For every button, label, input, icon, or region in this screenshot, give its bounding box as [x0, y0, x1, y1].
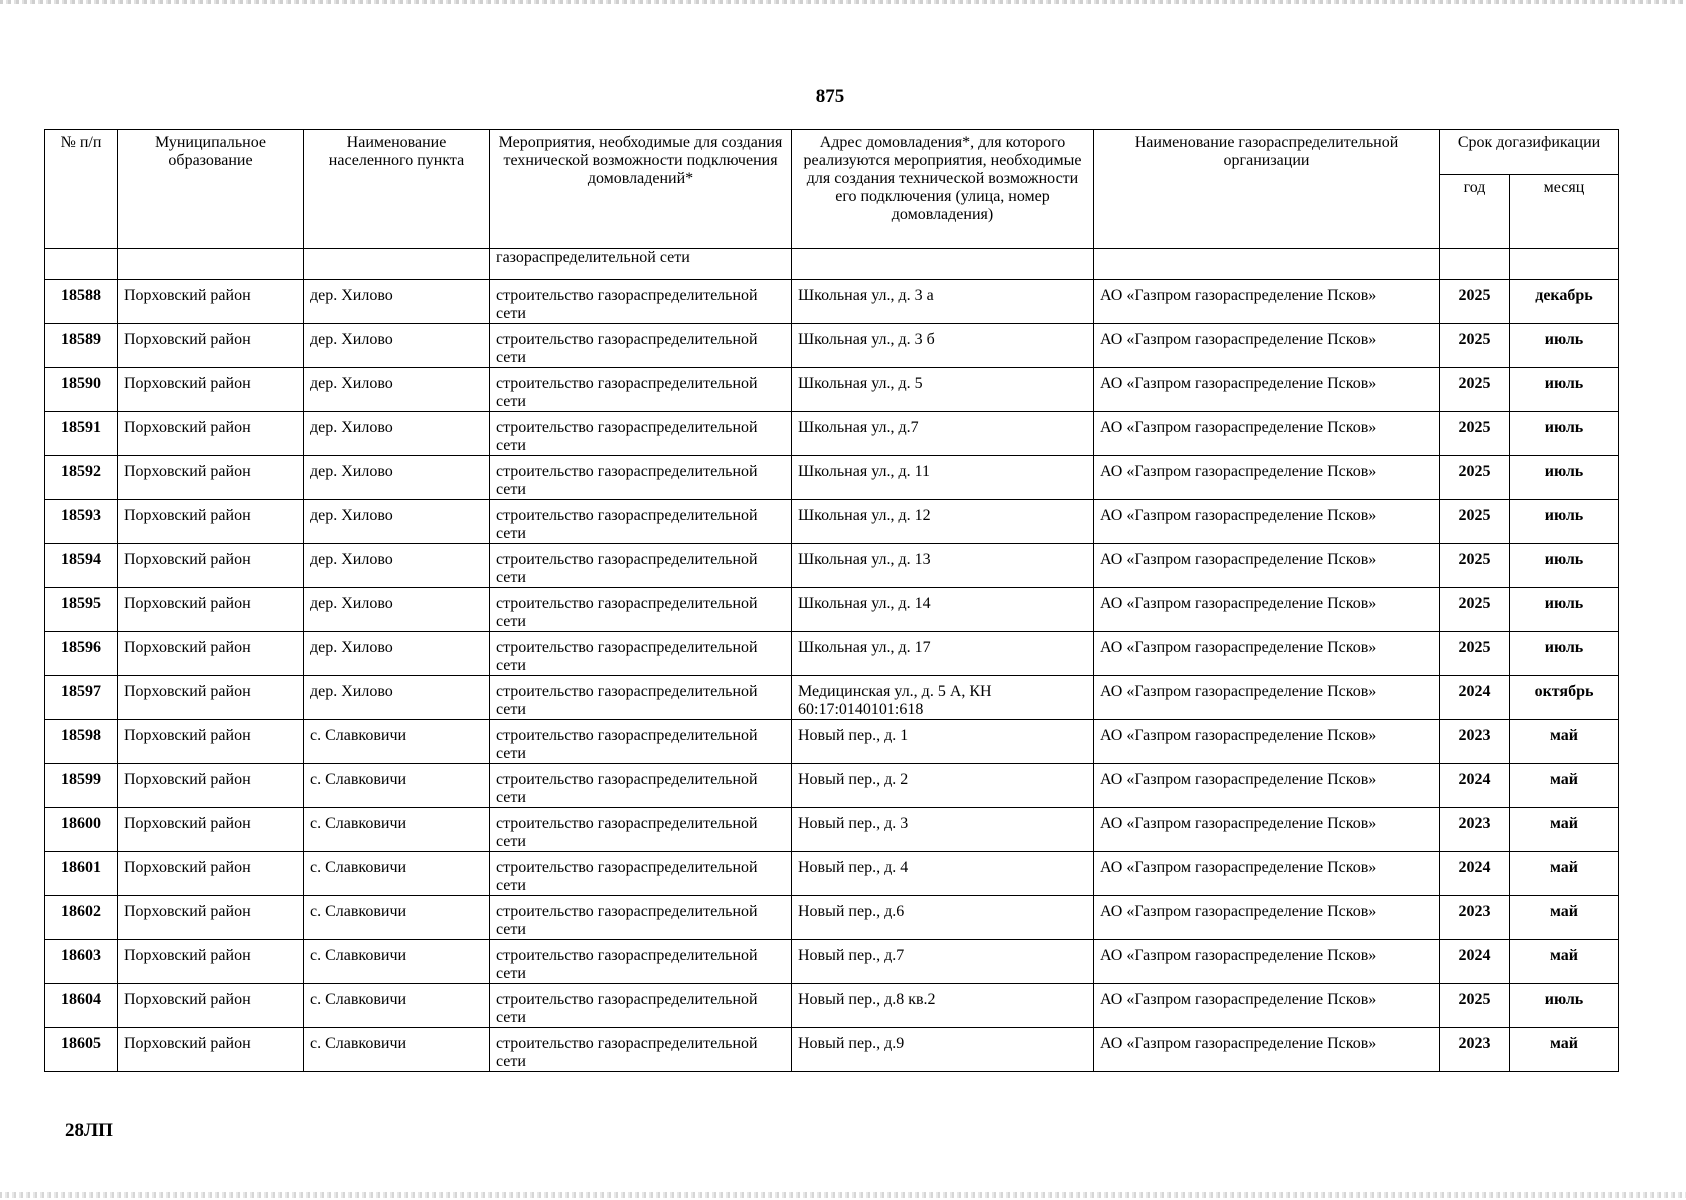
- cell-settlement: с. Славковичи: [304, 852, 490, 896]
- cell-month: июль: [1510, 500, 1619, 544]
- cell-org: АО «Газпром газораспределение Псков»: [1094, 852, 1440, 896]
- footer-code: 28ЛП: [65, 1120, 113, 1141]
- cell-year: 2025: [1440, 412, 1510, 456]
- cell-measure: газораспределительной сети: [490, 249, 792, 280]
- cell-settlement: с. Славковичи: [304, 1028, 490, 1072]
- header-measures: Мероприятия, необходимые для создания технической возможности подключения домовладений*: [490, 130, 792, 249]
- cell-address: Новый пер., д. 2: [792, 764, 1094, 808]
- cell-address: Медицинская ул., д. 5 А, КН 60:17:0140101:618: [792, 676, 1094, 720]
- cell-address: Новый пер., д.6: [792, 896, 1094, 940]
- cell-settlement: дер. Хилово: [304, 324, 490, 368]
- table-row: [45, 764, 1619, 808]
- cell-month: октябрь: [1510, 676, 1619, 720]
- cell-address: Новый пер., д.9: [792, 1028, 1094, 1072]
- cell-year: 2025: [1440, 632, 1510, 676]
- cell-settlement: дер. Хилово: [304, 676, 490, 720]
- cell-measure: строительство газораспределительной сети: [490, 456, 792, 500]
- cell-org: АО «Газпром газораспределение Псков»: [1094, 808, 1440, 852]
- cell-municipality: Порховский район: [118, 940, 304, 984]
- cell-year: 2024: [1440, 940, 1510, 984]
- cell-month: июль: [1510, 368, 1619, 412]
- cell-municipality: Порховский район: [118, 720, 304, 764]
- cell-address: Новый пер., д. 1: [792, 720, 1094, 764]
- cell-month: май: [1510, 808, 1619, 852]
- cell-year: 2024: [1440, 676, 1510, 720]
- continuation-row: [45, 249, 1619, 280]
- cell-settlement: с. Славковичи: [304, 896, 490, 940]
- cell-num: 18592: [45, 456, 118, 500]
- cell-org: АО «Газпром газораспределение Псков»: [1094, 324, 1440, 368]
- cell-org: АО «Газпром газораспределение Псков»: [1094, 456, 1440, 500]
- cell-num: 18605: [45, 1028, 118, 1072]
- cell-settlement: с. Славковичи: [304, 764, 490, 808]
- cell-address: Новый пер., д. 4: [792, 852, 1094, 896]
- header-municipality: Муниципальное образование: [118, 130, 304, 249]
- header-address: Адрес домовладения*, для которого реализуются мероприятия, необходимые для создания технической возможности его подключения (улица, номер домовладения): [792, 130, 1094, 249]
- cell-org: АО «Газпром газораспределение Псков»: [1094, 764, 1440, 808]
- cell-org: АО «Газпром газораспределение Псков»: [1094, 588, 1440, 632]
- table-row: [45, 324, 1619, 368]
- cell-address: Школьная ул., д. 5: [792, 368, 1094, 412]
- cell-org: АО «Газпром газораспределение Псков»: [1094, 984, 1440, 1028]
- table-row: [45, 896, 1619, 940]
- cell-month: июль: [1510, 544, 1619, 588]
- cell-num: 18603: [45, 940, 118, 984]
- table-row: [45, 808, 1619, 852]
- cell-month: июль: [1510, 324, 1619, 368]
- cell-municipality: Порховский район: [118, 808, 304, 852]
- cell-num: 18591: [45, 412, 118, 456]
- cell-measure: строительство газораспределительной сети: [490, 940, 792, 984]
- cell-municipality: Порховский район: [118, 500, 304, 544]
- cell-year: 2025: [1440, 588, 1510, 632]
- cell-num: 18596: [45, 632, 118, 676]
- cell-measure: строительство газораспределительной сети: [490, 500, 792, 544]
- cell-year: 2025: [1440, 368, 1510, 412]
- cell-settlement: дер. Хилово: [304, 280, 490, 324]
- cell-municipality: Порховский район: [118, 412, 304, 456]
- cell-address: Школьная ул., д. 12: [792, 500, 1094, 544]
- cell-measure: строительство газораспределительной сети: [490, 896, 792, 940]
- header-month: месяц: [1510, 175, 1619, 249]
- cell-settlement: дер. Хилово: [304, 456, 490, 500]
- scan-edge-bottom: [0, 1192, 1686, 1198]
- cell-num: 18604: [45, 984, 118, 1028]
- cell-empty: [118, 249, 304, 280]
- cell-municipality: Порховский район: [118, 676, 304, 720]
- table-row: [45, 676, 1619, 720]
- table-row: [45, 984, 1619, 1028]
- table-row: [45, 852, 1619, 896]
- cell-month: май: [1510, 720, 1619, 764]
- cell-org: АО «Газпром газораспределение Псков»: [1094, 676, 1440, 720]
- cell-org: АО «Газпром газораспределение Псков»: [1094, 500, 1440, 544]
- cell-measure: строительство газораспределительной сети: [490, 280, 792, 324]
- cell-municipality: Порховский район: [118, 632, 304, 676]
- cell-month: июль: [1510, 632, 1619, 676]
- cell-settlement: дер. Хилово: [304, 500, 490, 544]
- cell-measure: строительство газораспределительной сети: [490, 324, 792, 368]
- cell-month: май: [1510, 896, 1619, 940]
- cell-empty: [1094, 249, 1440, 280]
- cell-org: АО «Газпром газораспределение Псков»: [1094, 280, 1440, 324]
- cell-year: 2025: [1440, 544, 1510, 588]
- cell-org: АО «Газпром газораспределение Псков»: [1094, 940, 1440, 984]
- cell-address: Школьная ул., д. 17: [792, 632, 1094, 676]
- cell-address: Новый пер., д. 3: [792, 808, 1094, 852]
- cell-year: 2023: [1440, 720, 1510, 764]
- cell-municipality: Порховский район: [118, 544, 304, 588]
- cell-org: АО «Газпром газораспределение Псков»: [1094, 1028, 1440, 1072]
- cell-year: 2023: [1440, 1028, 1510, 1072]
- cell-address: Школьная ул., д.7: [792, 412, 1094, 456]
- cell-address: Новый пер., д.8 кв.2: [792, 984, 1094, 1028]
- cell-measure: строительство газораспределительной сети: [490, 764, 792, 808]
- cell-org: АО «Газпром газораспределение Псков»: [1094, 896, 1440, 940]
- cell-num: 18602: [45, 896, 118, 940]
- cell-num: 18595: [45, 588, 118, 632]
- cell-empty: [304, 249, 490, 280]
- cell-settlement: дер. Хилово: [304, 412, 490, 456]
- cell-settlement: с. Славковичи: [304, 720, 490, 764]
- cell-empty: [45, 249, 118, 280]
- cell-settlement: дер. Хилово: [304, 544, 490, 588]
- cell-month: май: [1510, 1028, 1619, 1072]
- cell-month: июль: [1510, 412, 1619, 456]
- cell-empty: [792, 249, 1094, 280]
- cell-year: 2023: [1440, 896, 1510, 940]
- table-row: [45, 412, 1619, 456]
- gasification-table: [44, 129, 1619, 1072]
- table-row: [45, 544, 1619, 588]
- cell-measure: строительство газораспределительной сети: [490, 808, 792, 852]
- cell-month: июль: [1510, 456, 1619, 500]
- cell-year: 2024: [1440, 764, 1510, 808]
- scan-edge-top: [0, 0, 1686, 4]
- cell-year: 2025: [1440, 984, 1510, 1028]
- header-org: Наименование газораспределительной организации: [1094, 130, 1440, 249]
- table-row: [45, 720, 1619, 764]
- cell-measure: строительство газораспределительной сети: [490, 544, 792, 588]
- cell-settlement: с. Славковичи: [304, 984, 490, 1028]
- cell-num: 18599: [45, 764, 118, 808]
- header-num: № п/п: [45, 130, 118, 249]
- header-row: [45, 130, 1619, 175]
- cell-municipality: Порховский район: [118, 368, 304, 412]
- cell-num: 18588: [45, 280, 118, 324]
- cell-num: 18589: [45, 324, 118, 368]
- cell-municipality: Порховский район: [118, 896, 304, 940]
- cell-month: июль: [1510, 984, 1619, 1028]
- cell-address: Школьная ул., д. 11: [792, 456, 1094, 500]
- cell-address: Школьная ул., д. 14: [792, 588, 1094, 632]
- table-body: [45, 249, 1619, 1072]
- cell-empty: [1510, 249, 1619, 280]
- header-year: год: [1440, 175, 1510, 249]
- cell-org: АО «Газпром газораспределение Псков»: [1094, 720, 1440, 764]
- table-row: [45, 280, 1619, 324]
- cell-empty: [1440, 249, 1510, 280]
- cell-municipality: Порховский район: [118, 852, 304, 896]
- cell-measure: строительство газораспределительной сети: [490, 412, 792, 456]
- cell-address: Школьная ул., д. 13: [792, 544, 1094, 588]
- cell-org: АО «Газпром газораспределение Псков»: [1094, 368, 1440, 412]
- cell-year: 2025: [1440, 324, 1510, 368]
- cell-municipality: Порховский район: [118, 588, 304, 632]
- cell-year: 2024: [1440, 852, 1510, 896]
- cell-year: 2023: [1440, 808, 1510, 852]
- cell-measure: строительство газораспределительной сети: [490, 368, 792, 412]
- cell-measure: строительство газораспределительной сети: [490, 632, 792, 676]
- cell-settlement: дер. Хилово: [304, 632, 490, 676]
- cell-month: июль: [1510, 588, 1619, 632]
- cell-month: декабрь: [1510, 280, 1619, 324]
- cell-measure: строительство газораспределительной сети: [490, 852, 792, 896]
- cell-measure: строительство газораспределительной сети: [490, 984, 792, 1028]
- cell-year: 2025: [1440, 500, 1510, 544]
- cell-address: Школьная ул., д. 3 а: [792, 280, 1094, 324]
- cell-month: май: [1510, 940, 1619, 984]
- table-row: [45, 368, 1619, 412]
- cell-settlement: с. Славковичи: [304, 808, 490, 852]
- cell-num: 18600: [45, 808, 118, 852]
- cell-municipality: Порховский район: [118, 280, 304, 324]
- cell-org: АО «Газпром газораспределение Псков»: [1094, 412, 1440, 456]
- cell-address: Школьная ул., д. 3 б: [792, 324, 1094, 368]
- cell-num: 18593: [45, 500, 118, 544]
- cell-measure: строительство газораспределительной сети: [490, 676, 792, 720]
- cell-num: 18601: [45, 852, 118, 896]
- cell-num: 18598: [45, 720, 118, 764]
- table-row: [45, 940, 1619, 984]
- table-row: [45, 1028, 1619, 1072]
- cell-org: АО «Газпром газораспределение Псков»: [1094, 632, 1440, 676]
- cell-measure: строительство газораспределительной сети: [490, 1028, 792, 1072]
- cell-municipality: Порховский район: [118, 984, 304, 1028]
- cell-municipality: Порховский район: [118, 1028, 304, 1072]
- table-row: [45, 632, 1619, 676]
- cell-settlement: с. Славковичи: [304, 940, 490, 984]
- table-row: [45, 500, 1619, 544]
- table-row: [45, 588, 1619, 632]
- cell-num: 18594: [45, 544, 118, 588]
- page-number: 875: [815, 86, 845, 107]
- cell-municipality: Порховский район: [118, 456, 304, 500]
- header-term: Срок догазификации: [1440, 130, 1619, 175]
- cell-month: май: [1510, 764, 1619, 808]
- cell-num: 18597: [45, 676, 118, 720]
- cell-month: май: [1510, 852, 1619, 896]
- cell-org: АО «Газпром газораспределение Псков»: [1094, 544, 1440, 588]
- cell-year: 2025: [1440, 280, 1510, 324]
- cell-settlement: дер. Хилово: [304, 588, 490, 632]
- cell-measure: строительство газораспределительной сети: [490, 720, 792, 764]
- table-row: [45, 456, 1619, 500]
- header-settlement: Наименование населенного пункта: [304, 130, 490, 249]
- cell-municipality: Порховский район: [118, 764, 304, 808]
- cell-settlement: дер. Хилово: [304, 368, 490, 412]
- cell-municipality: Порховский район: [118, 324, 304, 368]
- cell-address: Новый пер., д.7: [792, 940, 1094, 984]
- cell-year: 2025: [1440, 456, 1510, 500]
- cell-num: 18590: [45, 368, 118, 412]
- cell-measure: строительство газораспределительной сети: [490, 588, 792, 632]
